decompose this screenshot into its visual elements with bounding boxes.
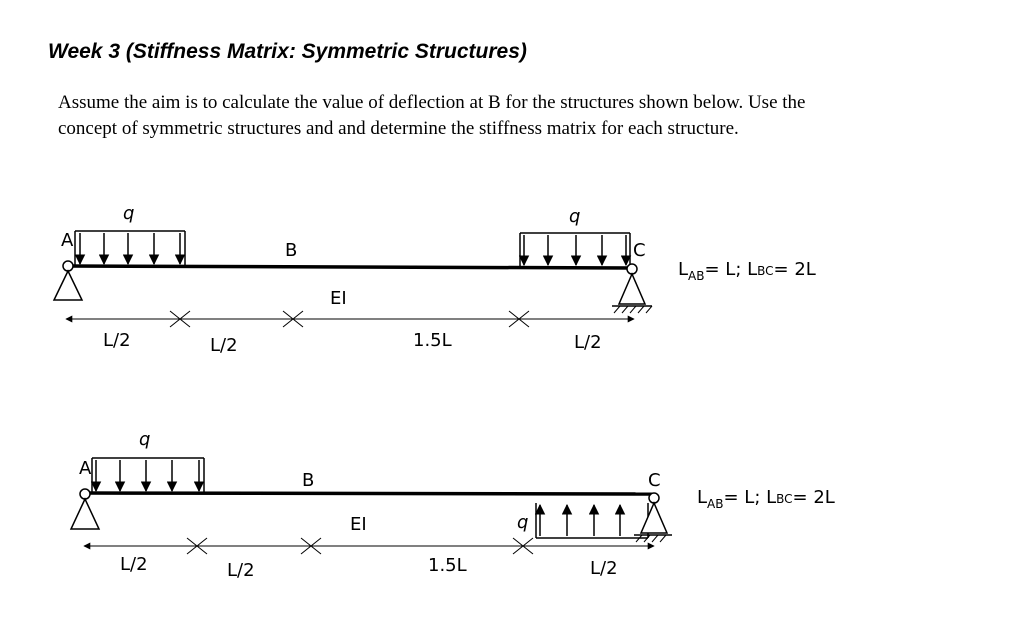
pin-support-c	[634, 493, 672, 542]
length-relation: $L_{AB}= L$; LBC= 2L	[678, 259, 816, 283]
load-label-right: q	[517, 512, 529, 533]
beam-diagram-2	[71, 429, 835, 581]
point-label-c: C	[648, 470, 661, 491]
span-label-4: L/2	[574, 332, 602, 353]
problem-line-2: concept of symmetric structures and and determine the stiffness matrix for each structure.	[58, 118, 739, 139]
pin-support-a	[71, 489, 99, 529]
page-title: Week 3 (Stiffness Matrix: Symmetric Structures)	[48, 40, 527, 63]
distributed-load-left	[75, 231, 185, 266]
stiffness-label: EI	[350, 514, 367, 535]
span-label-1: L/2	[120, 554, 148, 575]
load-label-left: q	[139, 429, 151, 450]
distributed-load-left	[92, 458, 204, 493]
beam-ab-bc	[85, 493, 653, 494]
span-label-1: L/2	[103, 330, 131, 351]
point-label-a: A	[79, 458, 92, 479]
point-label-a: A	[61, 230, 74, 251]
stiffness-label: EI	[330, 288, 347, 309]
load-label-left: q	[123, 203, 135, 224]
dimension-line	[66, 311, 634, 327]
point-label-c: C	[633, 240, 646, 261]
load-label-right: q	[569, 206, 581, 227]
beam-ab-bc	[68, 266, 632, 268]
distributed-load-right	[536, 503, 648, 538]
problem-line-1: Assume the aim is to calculate the value of deflection at B for the structures shown below. Use the	[58, 92, 806, 113]
point-label-b: B	[285, 240, 298, 261]
length-relation: $L_{AB}= L$; LBC= 2L	[697, 487, 835, 511]
span-label-2: L/2	[210, 335, 238, 356]
distributed-load-right	[520, 233, 630, 267]
span-label-3: 1.5L	[428, 555, 467, 576]
span-label-2: L/2	[227, 560, 255, 581]
point-label-b: B	[302, 470, 315, 491]
dimension-line	[84, 538, 654, 554]
span-label-4: L/2	[590, 558, 618, 579]
span-label-3: 1.5L	[413, 330, 452, 351]
beam-diagram-1	[54, 203, 816, 356]
pin-support-c	[612, 264, 652, 313]
